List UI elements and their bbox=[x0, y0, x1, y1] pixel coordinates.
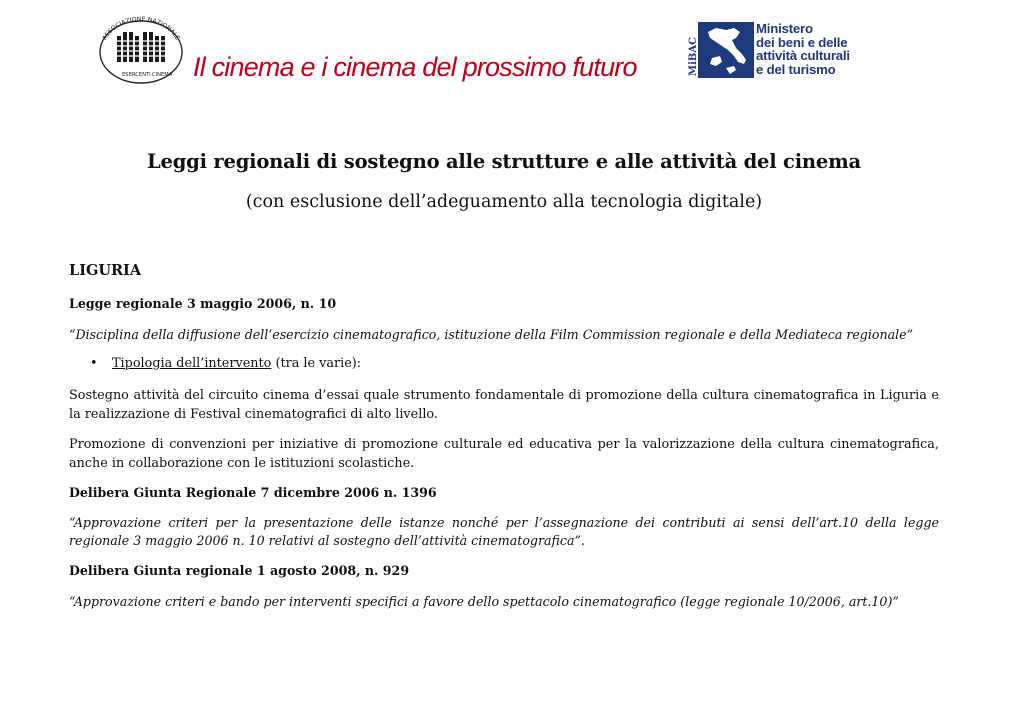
mibac-logo bbox=[686, 22, 866, 82]
region-heading: LIGURIA bbox=[69, 262, 142, 279]
bullet-icon: • bbox=[90, 356, 98, 371]
mibac-name bbox=[756, 22, 850, 76]
mibac-line: e del turismo bbox=[756, 61, 836, 77]
mibac-line: dei beni e delle bbox=[756, 34, 848, 50]
italy-map-icon bbox=[686, 22, 754, 80]
mibac-line: attività culturali bbox=[756, 48, 850, 64]
law-heading: Legge regionale 3 maggio 2006, n. 10 bbox=[69, 296, 337, 311]
law-quote: “Disciplina della diffusione dell’esercizio cinematografico, istituzione della Film Commission regionale e della Mediateca regionale” bbox=[69, 327, 914, 342]
law-heading: Delibera Giunta Regionale 7 dicembre 2006 n. 1396 bbox=[69, 485, 437, 500]
mibac-emblem bbox=[686, 22, 754, 80]
anec-logo-right-text: CINEMA bbox=[152, 72, 173, 78]
mibac-abbrev: MiBAC bbox=[688, 36, 699, 76]
anec-logo-icon bbox=[92, 14, 190, 86]
svg-text:ASSOCIAZIONE NAZIONALE bbox=[101, 16, 181, 42]
anec-logo bbox=[92, 14, 190, 86]
law-quote: “Approvazione criteri e bando per interventi specifici a favore dello spettacolo cinematografico (legge regionale 10/2006, art.10)” bbox=[69, 594, 899, 609]
page-header bbox=[0, 0, 1024, 100]
paragraph: Promozione di convenzioni per iniziative di promozione culturale ed educativa per la valorizzazione della cultura cinematografica, anche in collaborazione con le istituzioni scolastiche. bbox=[69, 437, 939, 471]
mibac-line: Ministero bbox=[756, 21, 813, 36]
bullet-suffix: (tra le varie): bbox=[271, 356, 362, 371]
bullet-label: Tipologia dell’intervento bbox=[112, 356, 272, 371]
document-title: Leggi regionali di sostegno alle strutture e alle attività del cinema bbox=[147, 150, 861, 173]
law-heading: Delibera Giunta regionale 1 agosto 2008, n. 929 bbox=[69, 563, 410, 578]
document-subtitle: (con esclusione dell’adeguamento alla tecnologia digitale) bbox=[245, 192, 763, 212]
law-quote: “Approvazione criteri per la presentazione delle istanze nonché per l’assegnazione dei contributi ai sensi dell’art.10 della legge regionale 3 maggio 2006 n. 10 relativi al sostegno dell’attività cinematografica”. bbox=[69, 515, 939, 548]
paragraph: Sostegno attività del circuito cinema d’essai quale strumento fondamentale di promozione della cultura cinematografica in Liguria e la realizzazione di Festival cinematografici di alto livello. bbox=[69, 388, 939, 422]
anec-logo-top-text: ASSOCIAZIONE NAZIONALE bbox=[101, 15, 181, 42]
slogan: Il cinema e i cinema del prossimo futuro bbox=[193, 52, 637, 82]
bullet-item bbox=[90, 356, 361, 371]
anec-logo-left-text: ESERCENTI bbox=[122, 72, 151, 78]
